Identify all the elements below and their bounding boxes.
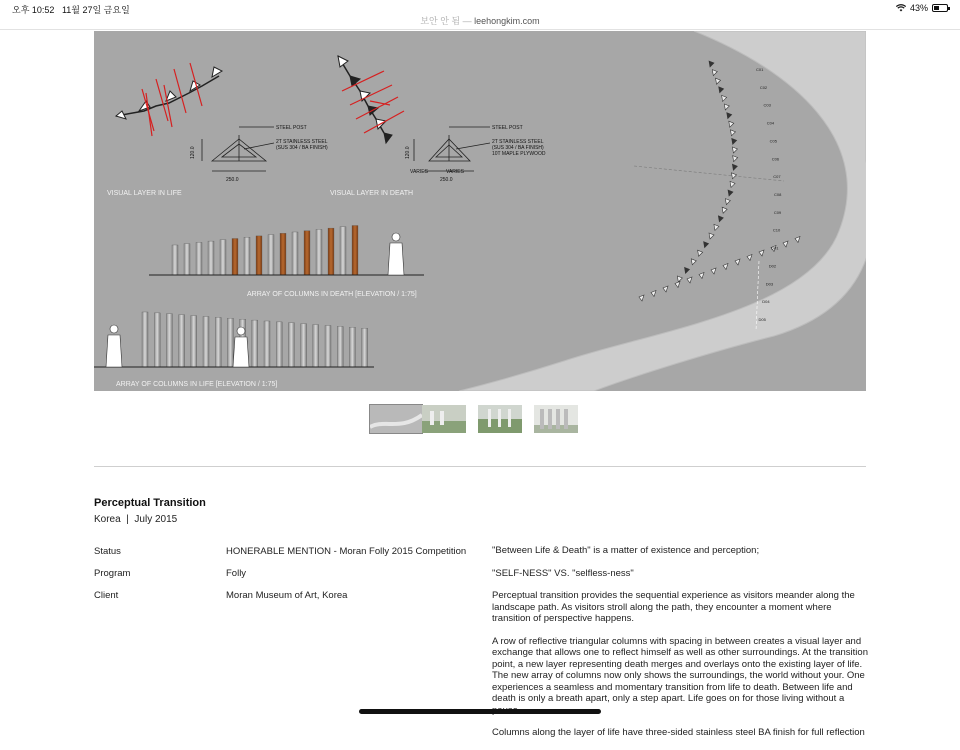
column	[264, 321, 270, 367]
column	[232, 239, 238, 276]
dim-height-2: 120.0	[405, 146, 411, 159]
meta-label-program: Program	[94, 568, 131, 579]
path-marker-label: C04	[766, 120, 775, 126]
status-right	[896, 3, 948, 13]
column	[191, 316, 197, 367]
column	[362, 328, 368, 367]
column	[288, 323, 294, 367]
label-steel-post-2: STEEL POST	[492, 125, 523, 131]
label-array-death: ARRAY OF COLUMNS IN DEATH [ELEVATION / 1:75]	[247, 291, 417, 298]
thumbnail-photo-icon-1	[422, 405, 466, 433]
thumbnail-plan-icon	[370, 405, 422, 433]
description-paragraph: "SELF-NESS" VS. "selfless-ness"	[492, 567, 634, 579]
description-paragraph: A row of reflective triangular columns with spacing in between creates a visual layer and exchange that allows one to reflect himself as well as other surroundings. At the transition point, a new layer representing death merges and overlays onto the existing layer of life. The new array of columns now only shows the surroundings, the world without your. One experiences a seamless and momentary transition from life to death. Between life and death is only a breath apart, only a step apart. Life goes on for those living without a	[492, 635, 868, 704]
column	[184, 244, 190, 275]
architectural-drawing	[94, 31, 866, 391]
column	[154, 313, 160, 367]
column	[268, 235, 274, 275]
path-marker-label: C01	[756, 67, 764, 72]
column	[196, 242, 202, 275]
project-date: July 2015	[134, 514, 178, 525]
battery-icon	[932, 4, 948, 12]
label-spec-1b: (SUS 304 / BA FINISH)	[276, 145, 328, 151]
clock: 오후 10:52	[12, 5, 55, 15]
thumbnail-photo-icon-2	[478, 405, 522, 433]
thumbnail-site-photo-1[interactable]	[422, 405, 466, 433]
column	[280, 233, 286, 275]
path-marker-label: D02	[768, 263, 777, 269]
column	[313, 325, 319, 367]
path-marker-label: C02	[759, 84, 768, 90]
meta-label-client: Client	[94, 590, 119, 601]
path-marker-label: D05	[758, 317, 766, 322]
column	[316, 229, 322, 275]
subtitle-separator: |	[126, 514, 129, 525]
thumbnail-site-photo-2[interactable]	[478, 405, 522, 433]
varies-1: VARIES	[410, 169, 428, 175]
label-steel-post-1: STEEL POST	[276, 125, 307, 131]
label-spec-1a: 2T STAINLESS STEEL	[276, 139, 328, 145]
image-thumbnails	[370, 405, 578, 433]
path-marker-label: C07	[773, 174, 781, 180]
path-marker-label: C03	[763, 102, 771, 108]
column	[304, 231, 310, 275]
description-paragraph: "Between Life & Death" is a matter of existence and perception;	[492, 545, 760, 556]
column	[340, 227, 346, 275]
column	[276, 322, 282, 367]
status-bar	[0, 0, 960, 30]
address-bar[interactable]	[0, 14, 960, 27]
column	[256, 236, 262, 275]
meta-value-status: HONERABLE MENTION - Moran Folly 2015 Competition	[226, 546, 467, 557]
column	[172, 245, 178, 275]
url-separator: —	[462, 16, 472, 26]
label-array-life: ARRAY OF COLUMNS IN LIFE [ELEVATION / 1:75]	[116, 381, 278, 388]
varies-2: VARIES	[446, 169, 464, 175]
path-marker-label: C08	[773, 192, 782, 197]
battery-percent: 43%	[909, 3, 928, 13]
column	[244, 237, 250, 275]
column	[166, 314, 172, 367]
column	[227, 318, 233, 367]
column	[215, 317, 221, 367]
dim-width-2: 250.0	[440, 177, 453, 183]
label-spec-2c: 10T MAPLE PLYWOOD	[492, 151, 546, 157]
label-visual-life: VISUAL LAYER IN LIFE	[107, 190, 182, 197]
column	[203, 317, 209, 368]
security-label: 보안 안 됨	[420, 16, 461, 26]
column	[208, 241, 214, 275]
column	[301, 324, 307, 367]
url-text: leehongkim.com	[474, 16, 540, 26]
column	[179, 315, 185, 367]
label-visual-death: VISUAL LAYER IN DEATH	[330, 190, 414, 197]
meta-value-program: Folly	[226, 568, 247, 579]
column	[252, 320, 258, 367]
path-marker-label: C09	[773, 209, 782, 215]
meta-value-client: Moran Museum of Art, Korea	[226, 590, 348, 601]
label-spec-2b: (SUS 304 / BA FINISH)	[492, 145, 544, 151]
date: 11월 27일 금요일	[61, 5, 130, 15]
column	[337, 326, 343, 367]
column	[352, 226, 358, 276]
meta-label-status: Status	[94, 546, 121, 557]
path-marker-label: D01	[771, 245, 779, 251]
path-marker-label: D03	[765, 281, 774, 287]
path-marker-label: C10	[772, 227, 781, 233]
description-paragraph: Perceptual transition provides the sequential experience as visitors meander along the landscape path. As visitors stroll along the path, they encounter a moment where transition of perspective happens.	[492, 590, 855, 624]
project-description	[492, 545, 868, 750]
dim-height-1: 120.0	[190, 146, 196, 159]
project-title: Perceptual Transition	[94, 497, 206, 509]
column	[349, 327, 355, 367]
content-divider	[94, 466, 866, 467]
label-spec-2a: 2T STAINLESS STEEL	[492, 139, 544, 145]
path-marker-label: C05	[769, 138, 777, 144]
home-indicator[interactable]	[359, 709, 601, 714]
path-marker-label: C06	[771, 156, 780, 162]
column	[220, 240, 226, 275]
project-subtitle	[94, 514, 177, 525]
column	[328, 228, 334, 275]
wifi-icon	[896, 4, 906, 12]
hero-drawing[interactable]	[94, 31, 866, 391]
thumbnail-plan-drawing[interactable]	[370, 405, 422, 433]
column	[325, 326, 331, 368]
column	[292, 232, 298, 275]
thumbnail-site-photo-3[interactable]	[534, 405, 578, 433]
description-paragraph: Columns along the layer of life have three-sided stainless steel BA finish for full reflection	[492, 727, 865, 738]
thumbnail-photo-icon-3	[534, 405, 578, 433]
project-location: Korea	[94, 514, 121, 525]
battery-fill	[934, 6, 939, 10]
dim-width-1: 250.0	[226, 177, 239, 183]
column	[142, 312, 148, 367]
path-marker-label: D04	[762, 299, 770, 305]
